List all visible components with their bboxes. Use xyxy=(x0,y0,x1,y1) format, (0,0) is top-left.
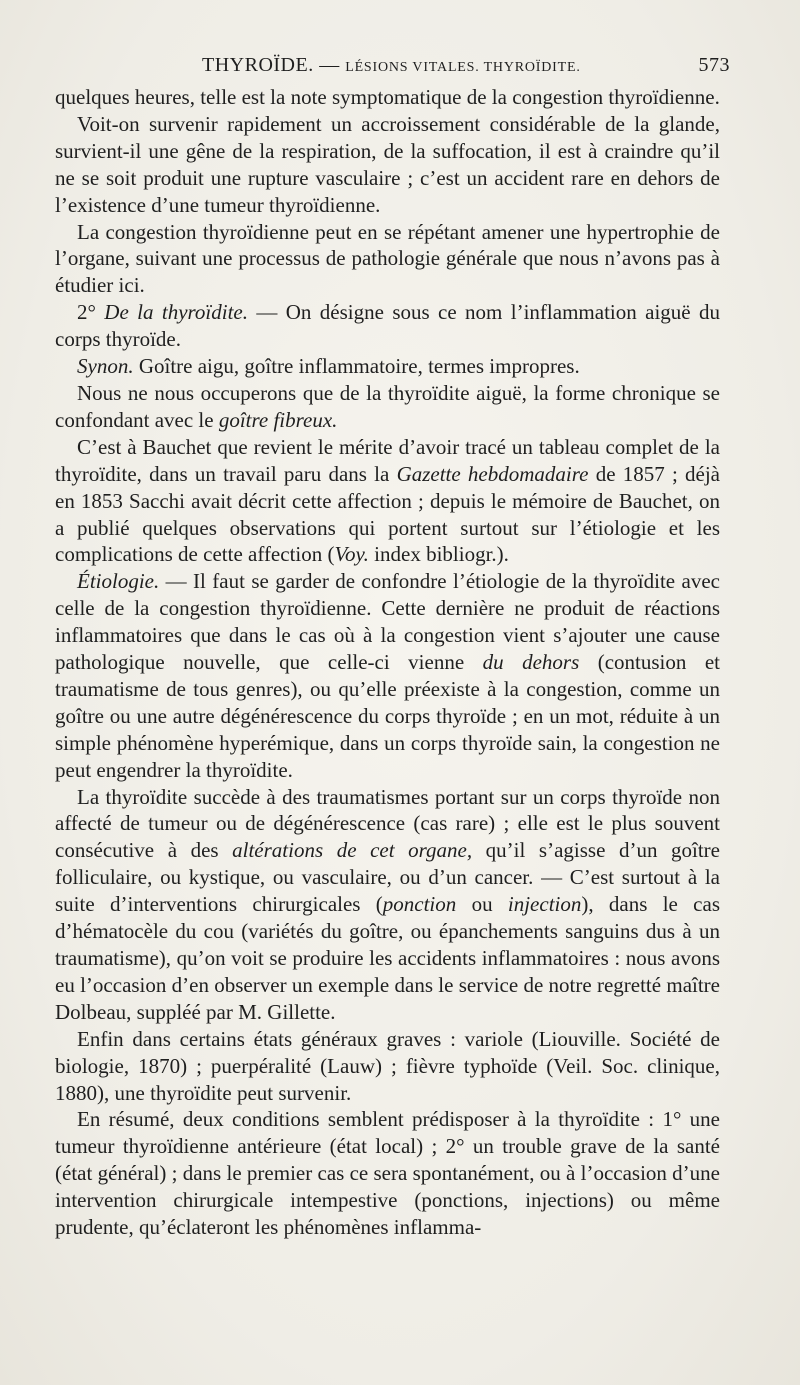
paragraph-p8 xyxy=(55,568,720,783)
paragraph-p4 xyxy=(55,299,720,353)
text-run: qu’il s’agisse d’un goître folliculaire, ou kystique, ou vasculaire, ou d’un cancer. — C’est surtout à la suite d’interventions chirurgicales ( xyxy=(55,838,720,917)
italic-text: du dehors xyxy=(482,650,580,675)
text-run: quelques heures, telle est la note symptomatique de la congestion thyroïdienne. xyxy=(55,85,720,109)
text-run: En résumé, deux conditions semblent prédisposer à la thyroïdite : 1° une tumeur thyroïdienne antérieure (état local) ; 2° un trouble grave de la santé (état général) ; dans le premier cas ce sera spontanément, ou à l’occasion d’une intervention chirurgicale intempestive (ponctions, injections) ou même prudente, qu’éclateront les phénomènes inflamma- xyxy=(55,1107,720,1240)
running-title xyxy=(202,54,581,77)
text-run: Nous ne nous occuperons que de la thyroïdite aiguë, la forme chronique se confondant avec le xyxy=(55,380,720,432)
paragraph-p10 xyxy=(55,1026,720,1107)
text-run: index bibliogr.). xyxy=(368,542,509,567)
paragraph-p11 xyxy=(55,1106,720,1241)
paragraph-p5 xyxy=(55,353,720,380)
italic-text: injection xyxy=(507,892,582,917)
body-text xyxy=(55,84,720,1241)
text-run: (contusion et traumatisme de tous genres), ou qu’elle préexiste à la congestion, comme un goître ou une autre dégénérescence du corps thyroïde ; en un mot, réduite à un simple phénomène hyperémique, dans un corps thyroïde sain, la congestion ne peut engendrer la thyroïdite. xyxy=(55,650,720,782)
italic-text: Voy. xyxy=(334,542,369,567)
text-run: ou xyxy=(456,892,508,917)
italic-text: De la thyroïdite. xyxy=(104,300,248,325)
text-run: — On désigne sous ce nom l’inflammation aiguë du corps thyroïde. xyxy=(55,300,720,352)
paragraph-p7 xyxy=(55,434,720,569)
text-run: C’est à Bauchet que revient le mérite d’avoir tracé un tableau complet de la thyroïdite, dans un travail paru dans la xyxy=(55,434,720,486)
text-run: La congestion thyroïdienne peut en se répétant amener une hypertrophie de l’organe, suivant une processus de pathologie générale que nous n’avons pas à étudier ici. xyxy=(55,219,720,298)
italic-text: goître fibreux. xyxy=(218,407,338,432)
text-run: Voit-on survenir rapidement un accroissement considérable de la glande, survient-il une gêne de la respiration, de la suffocation, il est à craindre qu’il ne se soit produit une rupture vasculaire ; c’est un accident rare en dehors de l’existence d’une tumeur thyroïdienne. xyxy=(55,111,720,217)
page-number: 573 xyxy=(698,54,730,76)
italic-text: altérations de cet organe, xyxy=(232,838,473,863)
italic-text: ponction xyxy=(382,892,457,917)
italic-text: Gazette hebdomadaire xyxy=(396,461,589,486)
italic-text: Synon. xyxy=(77,354,134,379)
text-run: de 1857 ; déjà en 1853 Sacchi avait décrit cette affection ; depuis le mémoire de Bauchet, on a publié quelques observations qui portent surtout sur l’étiologie et les complications de cette affection ( xyxy=(55,461,720,567)
text-run: — Il faut se garder de confondre l’étiologie de la thyroïdite avec celle de la congestion thyroïdienne. Cette dernière ne produit de réactions inflammatoires que dans le cas où à la congestion vient s’ajouter une cause pathologique nouvelle, que celle-ci vienne xyxy=(55,569,720,675)
text-run: Enfin dans certains états généraux graves : variole (Liouville. Société de biologie, 1870) ; puerpéralité (Lauw) ; fièvre typhoïde (Veil. Soc. clinique, 1880), une thyroïdite peut survenir. xyxy=(55,1026,720,1105)
text-run: La thyroïdite succède à des traumatismes portant sur un corps thyroïde non affecté de tumeur ou de dégénérescence (cas rare) ; elle est le plus souvent consécutive à des xyxy=(55,784,720,863)
paragraph-p1 xyxy=(55,84,720,111)
title-dash: — xyxy=(319,54,340,76)
chapter-title: THYROÏDE. xyxy=(202,54,314,76)
text-run: ), dans le cas d’hématocèle du cou (variétés du goître, ou épanchements sanguins dus à un traumatisme), qu’on voit se produire les accidents inflammatoires : nous avons eu l’occasion d’en observer un exemple dans le service de notre regretté maître Dolbeau, suppléé par M. Gillette. xyxy=(55,892,720,1024)
text-run: 2° xyxy=(77,300,105,325)
paragraph-p6 xyxy=(55,380,720,434)
paragraph-p3 xyxy=(55,219,720,300)
section-subtitle: LÉSIONS VITALES. THYROÏDITE. xyxy=(345,60,581,75)
running-head xyxy=(55,54,730,84)
text-run: Goître aigu, goître inflammatoire, termes impropres. xyxy=(133,354,580,379)
italic-text: Étiologie. xyxy=(77,569,160,594)
paragraph-p9 xyxy=(55,784,720,1026)
paragraph-p2 xyxy=(55,111,720,219)
